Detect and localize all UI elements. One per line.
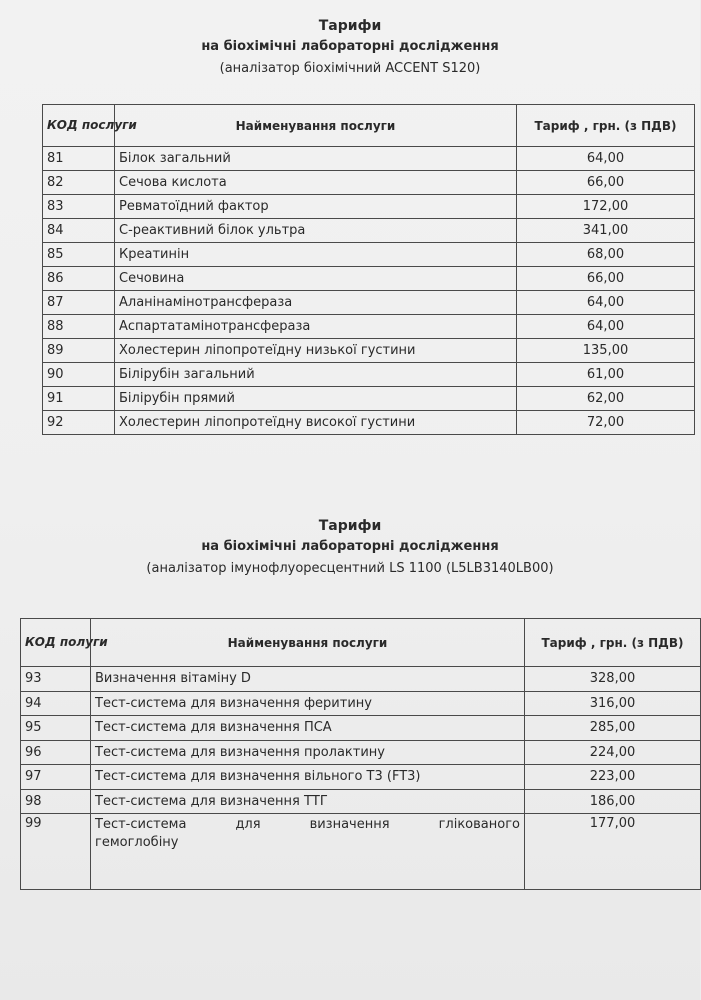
service-price: 64,00 — [517, 147, 695, 171]
service-name: Аланінамінотрансфераза — [115, 291, 517, 315]
table-row — [43, 147, 695, 171]
service-name: Білок загальний — [115, 147, 517, 171]
service-price: 61,00 — [517, 363, 695, 387]
table-row — [43, 195, 695, 219]
name-header: Найменування послуги — [91, 619, 525, 667]
service-name-line1: Тест-система для визначення глікованого — [95, 817, 520, 832]
service-price: 186,00 — [525, 789, 701, 814]
service-name — [91, 814, 525, 890]
section2-subtitle: на біохімічні лабораторні дослідження — [201, 539, 499, 554]
service-code: 83 — [43, 195, 115, 219]
service-code: 85 — [43, 243, 115, 267]
service-name: Ревматоїдний фактор — [115, 195, 517, 219]
table-row — [43, 243, 695, 267]
table-row — [43, 315, 695, 339]
service-price: 172,00 — [517, 195, 695, 219]
table-row — [43, 171, 695, 195]
table-row — [43, 291, 695, 315]
service-code: 97 — [21, 765, 91, 790]
price-header: Тариф , грн. (з ПДВ) — [525, 619, 701, 667]
service-code: 90 — [43, 363, 115, 387]
service-code: 92 — [43, 411, 115, 435]
service-code: 89 — [43, 339, 115, 363]
service-code: 84 — [43, 219, 115, 243]
service-name: Білірубін прямий — [115, 387, 517, 411]
service-code: 82 — [43, 171, 115, 195]
service-price: 66,00 — [517, 171, 695, 195]
service-name: Сечовина — [115, 267, 517, 291]
service-price: 316,00 — [525, 691, 701, 716]
service-code: 96 — [21, 740, 91, 765]
service-code: 93 — [21, 667, 91, 692]
service-code: 91 — [43, 387, 115, 411]
section2-title: Тарифи — [318, 518, 382, 534]
service-price: 328,00 — [525, 667, 701, 692]
service-price: 177,00 — [525, 814, 701, 890]
service-price: 64,00 — [517, 315, 695, 339]
table-row — [21, 765, 701, 790]
tariff-table-2 — [20, 618, 701, 890]
service-code: 98 — [21, 789, 91, 814]
service-name: С-реактивний білок ультра — [115, 219, 517, 243]
service-name: Холестерин ліпопротеїдну низької густини — [115, 339, 517, 363]
tariff-table-1 — [42, 104, 695, 435]
service-name: Тест-система для визначення ТТГ — [91, 789, 525, 814]
service-code: 88 — [43, 315, 115, 339]
service-price: 64,00 — [517, 291, 695, 315]
service-name: Білірубін загальний — [115, 363, 517, 387]
section2-analyzer: (аналізатор імунофлуоресцентний LS 1100 (L5LB3140LB00) — [146, 561, 554, 576]
service-name: Тест-система для визначення феритину — [91, 691, 525, 716]
table-row — [43, 363, 695, 387]
service-price: 285,00 — [525, 716, 701, 741]
code-header: КОД полуги — [21, 619, 91, 667]
service-price: 135,00 — [517, 339, 695, 363]
service-price: 341,00 — [517, 219, 695, 243]
table-row — [43, 219, 695, 243]
service-code: 87 — [43, 291, 115, 315]
service-price: 223,00 — [525, 765, 701, 790]
service-name: Сечова кислота — [115, 171, 517, 195]
service-code: 94 — [21, 691, 91, 716]
service-name-line2: гемоглобіну — [95, 835, 179, 850]
table-row — [43, 267, 695, 291]
service-name: Тест-система для визначення ПСА — [91, 716, 525, 741]
table-row — [43, 339, 695, 363]
service-name: Холестерин ліпопротеїдну високої густини — [115, 411, 517, 435]
service-name: Тест-система для визначення пролактину — [91, 740, 525, 765]
service-code: 99 — [21, 814, 91, 890]
name-header: Найменування послуги — [115, 105, 517, 147]
service-name: Тест-система для визначення вільного Т3 (FT3) — [91, 765, 525, 790]
service-name: Аспартатамінотрансфераза — [115, 315, 517, 339]
section1-title: Тарифи — [318, 18, 382, 34]
service-price: 68,00 — [517, 243, 695, 267]
table-row — [21, 691, 701, 716]
table-row — [21, 789, 701, 814]
service-price: 224,00 — [525, 740, 701, 765]
table-row — [43, 387, 695, 411]
section1-analyzer: (аналізатор біохімічний ACCENT S120) — [219, 61, 481, 76]
table-row — [43, 411, 695, 435]
table-row — [21, 740, 701, 765]
service-name: Креатинін — [115, 243, 517, 267]
price-header: Тариф , грн. (з ПДВ) — [517, 105, 695, 147]
section1-subtitle: на біохімічні лабораторні дослідження — [201, 39, 499, 54]
table-row — [21, 716, 701, 741]
table-header-row — [21, 619, 701, 667]
section2-heading — [0, 516, 700, 580]
service-code: 81 — [43, 147, 115, 171]
service-price: 62,00 — [517, 387, 695, 411]
table-row — [21, 814, 701, 890]
service-code: 86 — [43, 267, 115, 291]
service-price: 66,00 — [517, 267, 695, 291]
table-row — [21, 667, 701, 692]
table-header-row — [43, 105, 695, 147]
service-name: Визначення вітаміну D — [91, 667, 525, 692]
service-code: 95 — [21, 716, 91, 741]
service-price: 72,00 — [517, 411, 695, 435]
code-header: КОД послуги — [43, 105, 115, 147]
section1-heading — [0, 16, 700, 80]
